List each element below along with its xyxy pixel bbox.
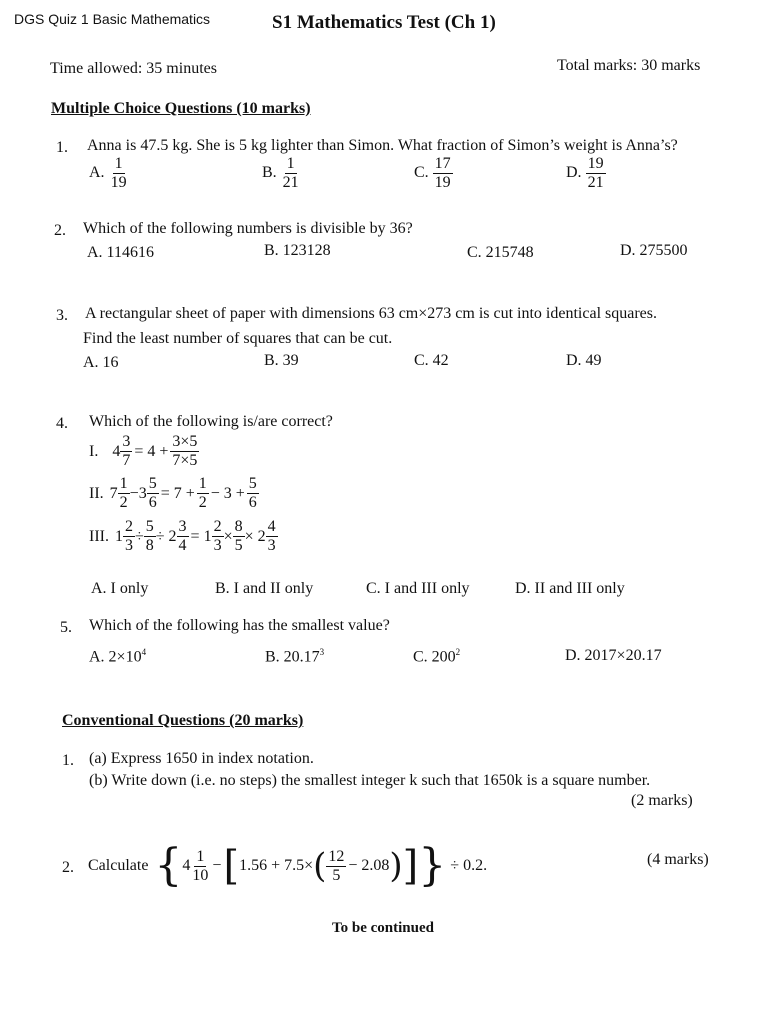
q4-s3-n5: 8 <box>234 518 243 535</box>
q4-s3-frac2 <box>144 519 156 554</box>
q4-s1-d2: 7×5 <box>172 452 198 469</box>
q4-s2-d3: 2 <box>198 494 207 511</box>
q4-s3-d1: 3 <box>124 537 133 554</box>
q4-s2-d1: 2 <box>119 494 128 511</box>
q4-s2-w2: 3 <box>138 484 147 502</box>
q5-a-exp: 4 <box>141 647 147 657</box>
q4-s2-d2: 6 <box>148 494 157 511</box>
q1-d-den: 21 <box>587 174 604 191</box>
q5-option-c <box>413 647 460 666</box>
cq1-marks: (2 marks) <box>631 792 693 809</box>
q4-s1-n2: 3×5 <box>172 433 198 450</box>
q2-text: Which of the following numbers is divisible by 36? <box>83 220 413 237</box>
q1-option-d <box>566 156 606 191</box>
q4-option-b: B. I and II only <box>215 580 314 597</box>
q3-text-line2: Find the least number of squares that can be cut. <box>83 330 393 347</box>
cq2-n1: 1 <box>196 847 205 865</box>
cq2-marks: (4 marks) <box>647 851 709 868</box>
q2-number: 2. <box>54 222 66 239</box>
total-marks: Total marks: 30 marks <box>557 57 701 74</box>
right-brace-icon: } <box>418 840 447 891</box>
q1-b-num: 1 <box>286 155 295 172</box>
cq2-tail: − 2.08 <box>348 857 390 874</box>
q1-d-label: D. <box>566 164 582 182</box>
q1-b-den: 21 <box>282 174 299 191</box>
q4-s2-w1: 7 <box>109 484 118 502</box>
cq2-minus: − <box>212 857 222 874</box>
q5-option-a <box>89 647 146 666</box>
cq2-d2: 5 <box>332 866 341 884</box>
q4-s2-frac4 <box>247 476 259 511</box>
q5-d-label: D. 2017×20.17 <box>565 647 662 664</box>
q4-s1-d1: 7 <box>122 452 131 469</box>
q1-a-num: 1 <box>114 155 123 172</box>
q1-c-den: 19 <box>434 174 451 191</box>
q4-option-a: A. I only <box>91 580 149 597</box>
q5-text: Which of the following has the smallest value? <box>89 617 390 634</box>
q1-option-b <box>262 156 301 191</box>
left-paren-icon: ( <box>313 846 327 886</box>
q4-statement-2 <box>89 476 259 511</box>
q3-option-a: A. 16 <box>83 354 119 371</box>
q4-s3-d5: 5 <box>234 537 243 554</box>
q2-option-a: A. 114616 <box>87 244 154 261</box>
q1-a-fraction <box>109 156 129 191</box>
q1-c-num: 17 <box>434 155 451 172</box>
cq2-n2: 12 <box>328 847 345 865</box>
q1-c-label: C. <box>414 164 429 182</box>
q4-s2-frac1 <box>118 476 130 511</box>
q4-s2-frac2 <box>147 476 159 511</box>
q1-a-label: A. <box>89 164 105 182</box>
q1-number: 1. <box>56 139 68 156</box>
q5-a-label: A. 2×10 <box>89 648 142 666</box>
cq2-expression <box>88 840 487 892</box>
q4-s3-n3: 3 <box>178 518 187 535</box>
cq2-d1: 10 <box>192 866 209 884</box>
q4-s2-n2: 5 <box>148 475 157 492</box>
q4-s3-d3: 4 <box>178 537 187 554</box>
quiz-label: DGS Quiz 1 Basic Mathematics <box>14 11 211 27</box>
cq2-number: 2. <box>62 859 74 876</box>
cq2-frac1 <box>190 849 210 884</box>
q4-s3-d2: 8 <box>145 537 154 554</box>
q4-statement-3 <box>89 519 278 554</box>
q4-s3-n1: 2 <box>124 518 133 535</box>
q4-s2-minus: − <box>129 484 139 502</box>
q4-s1-label: I. <box>89 442 99 460</box>
q1-a-den: 19 <box>110 174 127 191</box>
q4-s3-d6: 3 <box>267 537 276 554</box>
right-paren-icon: ) <box>389 846 403 886</box>
cq2-end: ÷ 0.2. <box>450 857 488 874</box>
time-allowed: Time allowed: 35 minutes <box>50 60 217 77</box>
q3-option-d: D. 49 <box>566 352 602 369</box>
q2-option-b: B. 123128 <box>264 242 331 259</box>
q1-text: Anna is 47.5 kg. She is 5 kg lighter than Simon. What fraction of Simon’s weight is Anna’s? <box>87 137 678 154</box>
cq1-part-a: (a) Express 1650 in index notation. <box>89 750 314 767</box>
cq2-inner: 1.56 + 7.5× <box>239 857 314 874</box>
q3-text: A rectangular sheet of paper with dimensions 63 cm×273 cm is cut into identical squares. <box>85 305 657 322</box>
page-title: S1 Mathematics Test (Ch 1) <box>272 12 496 33</box>
left-brace-icon: { <box>154 840 183 891</box>
q4-option-d: D. II and III only <box>515 580 625 597</box>
q1-b-fraction <box>281 156 301 191</box>
q4-s2-frac3 <box>197 476 209 511</box>
q2-option-c: C. 215748 <box>467 244 534 261</box>
q4-s2-n3: 1 <box>198 475 207 492</box>
q4-s3-div2: ÷ 2 <box>155 527 177 545</box>
q4-s1-frac2 <box>170 434 199 469</box>
q4-s3-w1: 1 <box>114 527 123 545</box>
q4-s1-frac1 <box>120 434 132 469</box>
right-bracket-icon: ] <box>402 843 419 889</box>
q1-option-a <box>89 156 129 191</box>
q4-s2-label: II. <box>89 484 104 502</box>
q3-number: 3. <box>56 307 68 324</box>
q5-b-exp: 3 <box>319 647 325 657</box>
q4-s1-whole: 4 <box>112 442 121 460</box>
mcq-heading: Multiple Choice Questions (10 marks) <box>51 100 311 117</box>
cq1-number: 1. <box>62 752 74 769</box>
cq1-part-b: (b) Write down (i.e. no steps) the smallest integer k such that 1650k is a square number. <box>89 772 651 789</box>
q4-s2-mid: − 3 + <box>210 484 245 502</box>
q4-s3-n6: 4 <box>267 518 276 535</box>
q4-s2-d4: 6 <box>248 494 257 511</box>
q5-c-exp: 2 <box>455 647 461 657</box>
q5-c-label: C. 200 <box>413 648 456 666</box>
left-bracket-icon: [ <box>223 843 240 889</box>
q4-s2-n1: 1 <box>119 475 128 492</box>
q5-option-b <box>265 647 324 666</box>
q4-s3-label: III. <box>89 527 109 545</box>
q4-number: 4. <box>56 415 68 432</box>
q4-s3-times2: × 2 <box>244 527 266 545</box>
q3-option-b: B. 39 <box>264 352 299 369</box>
q4-s3-times1: × <box>223 527 233 545</box>
cq2-calc-label: Calculate <box>88 857 149 874</box>
q1-b-label: B. <box>262 164 277 182</box>
q4-s1-n1: 3 <box>122 433 131 450</box>
q1-d-fraction <box>586 156 606 191</box>
q4-s3-n4: 2 <box>213 518 222 535</box>
q4-s3-div1: ÷ <box>134 527 144 545</box>
q4-s3-d4: 3 <box>213 537 222 554</box>
q4-statement-1 <box>89 434 199 469</box>
q5-option-d <box>565 647 662 665</box>
q4-text: Which of the following is/are correct? <box>89 413 333 430</box>
q4-s2-eq: = 7 + <box>160 484 195 502</box>
to-be-continued: To be continued <box>332 920 434 936</box>
q4-s3-frac4 <box>212 519 224 554</box>
q4-s1-mid: = 4 + <box>134 442 169 460</box>
q5-number: 5. <box>60 619 72 636</box>
q1-d-num: 19 <box>587 155 604 172</box>
q4-s3-n2: 5 <box>145 518 154 535</box>
q4-s3-frac5 <box>233 519 245 554</box>
q5-b-label: B. 20.17 <box>265 648 320 666</box>
q4-s3-frac1 <box>123 519 135 554</box>
cq2-whole: 4 <box>182 857 191 874</box>
q1-option-c <box>414 156 453 191</box>
q3-option-c: C. 42 <box>414 352 449 369</box>
q4-s2-n4: 5 <box>248 475 257 492</box>
q1-c-fraction <box>433 156 453 191</box>
q2-option-d: D. 275500 <box>620 242 688 259</box>
cq2-frac2 <box>326 849 346 884</box>
q4-option-c: C. I and III only <box>366 580 470 597</box>
q4-s3-eq: = 1 <box>190 527 212 545</box>
q4-s3-frac3 <box>177 519 189 554</box>
q4-s3-frac6 <box>266 519 278 554</box>
conventional-heading: Conventional Questions (20 marks) <box>62 712 304 729</box>
